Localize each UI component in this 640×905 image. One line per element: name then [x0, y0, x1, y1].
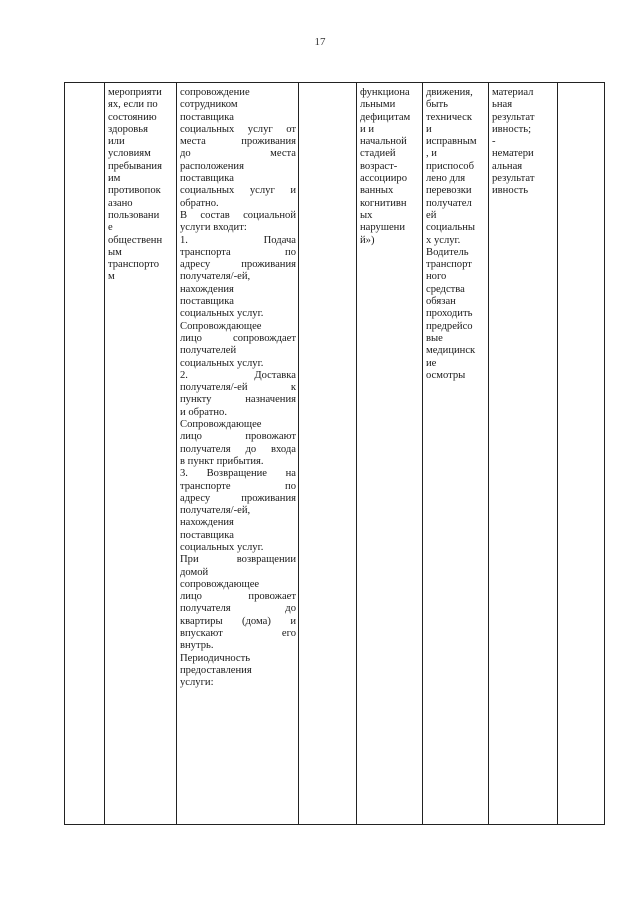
description-line: транспорте по: [180, 480, 296, 492]
description-line: адресу проживания: [180, 492, 296, 504]
description-line: получателя до: [180, 603, 296, 615]
cell-service-description: [177, 83, 299, 825]
description-line: социальных услуг от: [180, 123, 296, 135]
description-line: внутрь.: [180, 640, 214, 652]
description-line: и обратно.: [180, 406, 227, 418]
description-line: в пункт прибытия.: [180, 455, 264, 467]
description-line: пункту назначения: [180, 394, 296, 406]
cell-notes: [558, 83, 605, 825]
description-line: расположения: [180, 160, 244, 172]
description-line: домой: [180, 566, 209, 578]
description-line: получателей: [180, 345, 237, 357]
description-line: обратно.: [180, 197, 219, 209]
description-line: предоставления: [180, 664, 252, 676]
description-line: до места: [180, 148, 296, 160]
description-line: получателя/-ей к: [180, 382, 296, 394]
description-line: Периодичность: [180, 652, 251, 664]
table-row: [65, 83, 605, 825]
description-line: лицо провожает: [180, 591, 296, 603]
description-line: социальных услуг.: [180, 541, 264, 553]
description-line: сопровождающее: [180, 578, 260, 590]
service-description-text: [180, 87, 296, 690]
description-line: места проживания: [180, 136, 296, 148]
description-line: 2. Доставка: [180, 369, 296, 381]
description-line: 3. Возвращение на: [180, 468, 296, 480]
description-line: поставщика: [180, 296, 234, 308]
description-line: получателя до входа: [180, 443, 296, 455]
description-line: социальных услуг и: [180, 185, 296, 197]
description-line: транспорта по: [180, 246, 296, 258]
description-line: лицо сопровождает: [180, 332, 296, 344]
description-line: услуги:: [180, 677, 214, 689]
page-number: 17: [314, 36, 326, 48]
description-line: поставщика: [180, 173, 234, 185]
description-line: нахождения: [180, 517, 234, 529]
cell-recipient-category: функциона льными дефицитам и и начальной стадией возраст- ассоцииро ванных когнитивн ых нарушени й»): [357, 83, 423, 825]
cell-service-condition: мероприяти ях, если по состоянию здоровья или условиям пребывания им противопок азано пользовани е общественн ым транспорто м: [105, 83, 177, 825]
services-table: [64, 82, 605, 825]
description-line: квартиры (дома) и: [180, 615, 296, 627]
cell-transport-requirements: движения, быть техническ и исправным , и приспособ лено для перевозки получател ей социальны х услуг. Водитель транспорт ного средства обязан проходить предрейсо вые медицинск ие осмотры: [423, 83, 489, 825]
description-line: нахождения: [180, 283, 234, 295]
description-line: 1. Подача: [180, 234, 296, 246]
cell-empty: [299, 83, 357, 825]
description-line: При возвращении: [180, 554, 296, 566]
description-line: сопровождение: [180, 87, 250, 98]
description-line: Сопровождающее: [180, 419, 262, 431]
description-line: лицо провожают: [180, 431, 296, 443]
cell-number: [65, 83, 105, 825]
description-line: услуги входит:: [180, 222, 247, 234]
description-line: социальных услуг.: [180, 357, 264, 369]
description-line: адресу проживания: [180, 259, 296, 271]
description-line: Сопровождающее: [180, 320, 262, 332]
description-line: В состав социальной: [180, 209, 296, 221]
description-line: социальных услуг.: [180, 308, 264, 320]
description-line: поставщика: [180, 111, 234, 123]
description-line: получателя/-ей,: [180, 271, 251, 283]
description-line: сотрудником: [180, 99, 238, 111]
description-line: получателя/-ей,: [180, 505, 251, 517]
cell-effectiveness: материал ьная результат ивность; - нематери альная результат ивность: [489, 83, 558, 825]
description-line: поставщика: [180, 529, 234, 541]
description-line: впускают его: [180, 628, 296, 640]
